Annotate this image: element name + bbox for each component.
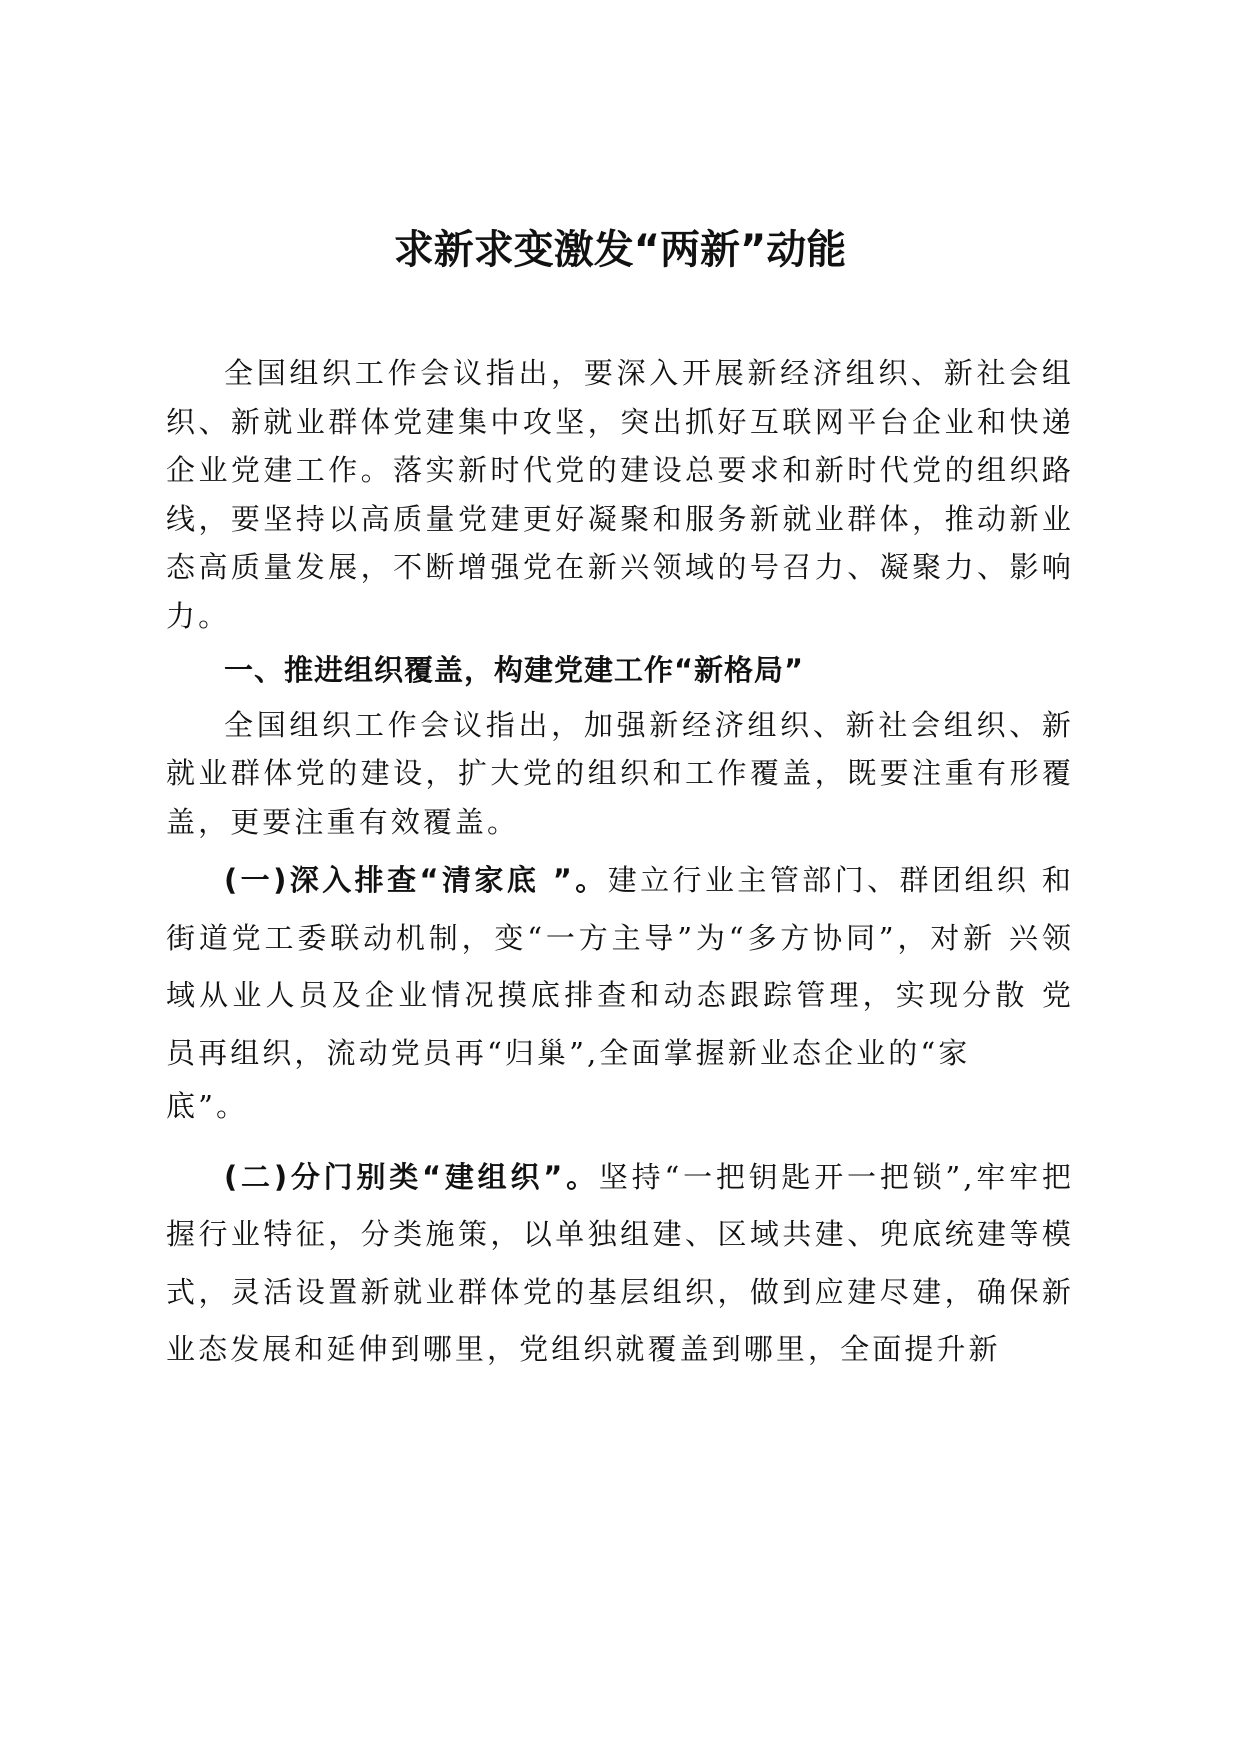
subsection-2-lead: (二)分门别类“建组织”。 bbox=[224, 1159, 599, 1194]
subsection-1-lead: (一)深入排查“清家底 ”。 bbox=[224, 863, 608, 897]
subsection-1-tail: 底”。 bbox=[166, 1089, 249, 1123]
section-heading-1: 一、推进组织覆盖，构建党建工作“新格局” bbox=[224, 653, 805, 687]
subsection-2-paragraph bbox=[166, 1149, 1074, 1379]
document-title: 求新求变激发“两新”动能 bbox=[393, 227, 847, 273]
section1-paragraph: 全国组织工作会议指出，加强新经济组织、新社会组织、新就业群体党的建设，扩大党的组织和工作覆盖，既要注重有形覆盖，更要注重有效覆盖。 bbox=[166, 707, 1074, 839]
spacer bbox=[166, 1131, 1074, 1149]
document-body bbox=[166, 349, 1074, 1379]
intro-paragraph: 全国组织工作会议指出，要深入开展新经济组织、新社会组织、新就业群体党建集中攻坚，突出抓好互联网平台企业和快递企业党建工作。落实新时代党的建设总要求和新时代党的组织路线，要坚持以高质量党建更好凝聚和服务新就业群体，推动新业态高质量发展，不断增强党在新兴领域的号召力、凝聚力、影响力。 bbox=[166, 356, 1074, 633]
subsection-1-paragraph bbox=[166, 852, 1074, 1082]
subsection-2-body: 坚持“一把钥匙开一把锁”,牢牢把握行业特征，分类施策，以单独组建、区域共建、兜底统建等模式，灵活设置新就业群体党的基层组织，做到应建尽建，确保新业态发展和延伸到哪里，党组织就覆盖到哪里，全面提升新 bbox=[166, 1159, 1074, 1366]
subsection-1-body: 建立行业主管部门、群团组织 和街道党工委联动机制，变“一方主导”为“多方协同”，对新 兴领域从业人员及企业情况摸底排查和动态跟踪管理，实现分散 党员再组织，流动党员再“归巢”,全面掌握新业态企业的“家 bbox=[166, 863, 1075, 1070]
